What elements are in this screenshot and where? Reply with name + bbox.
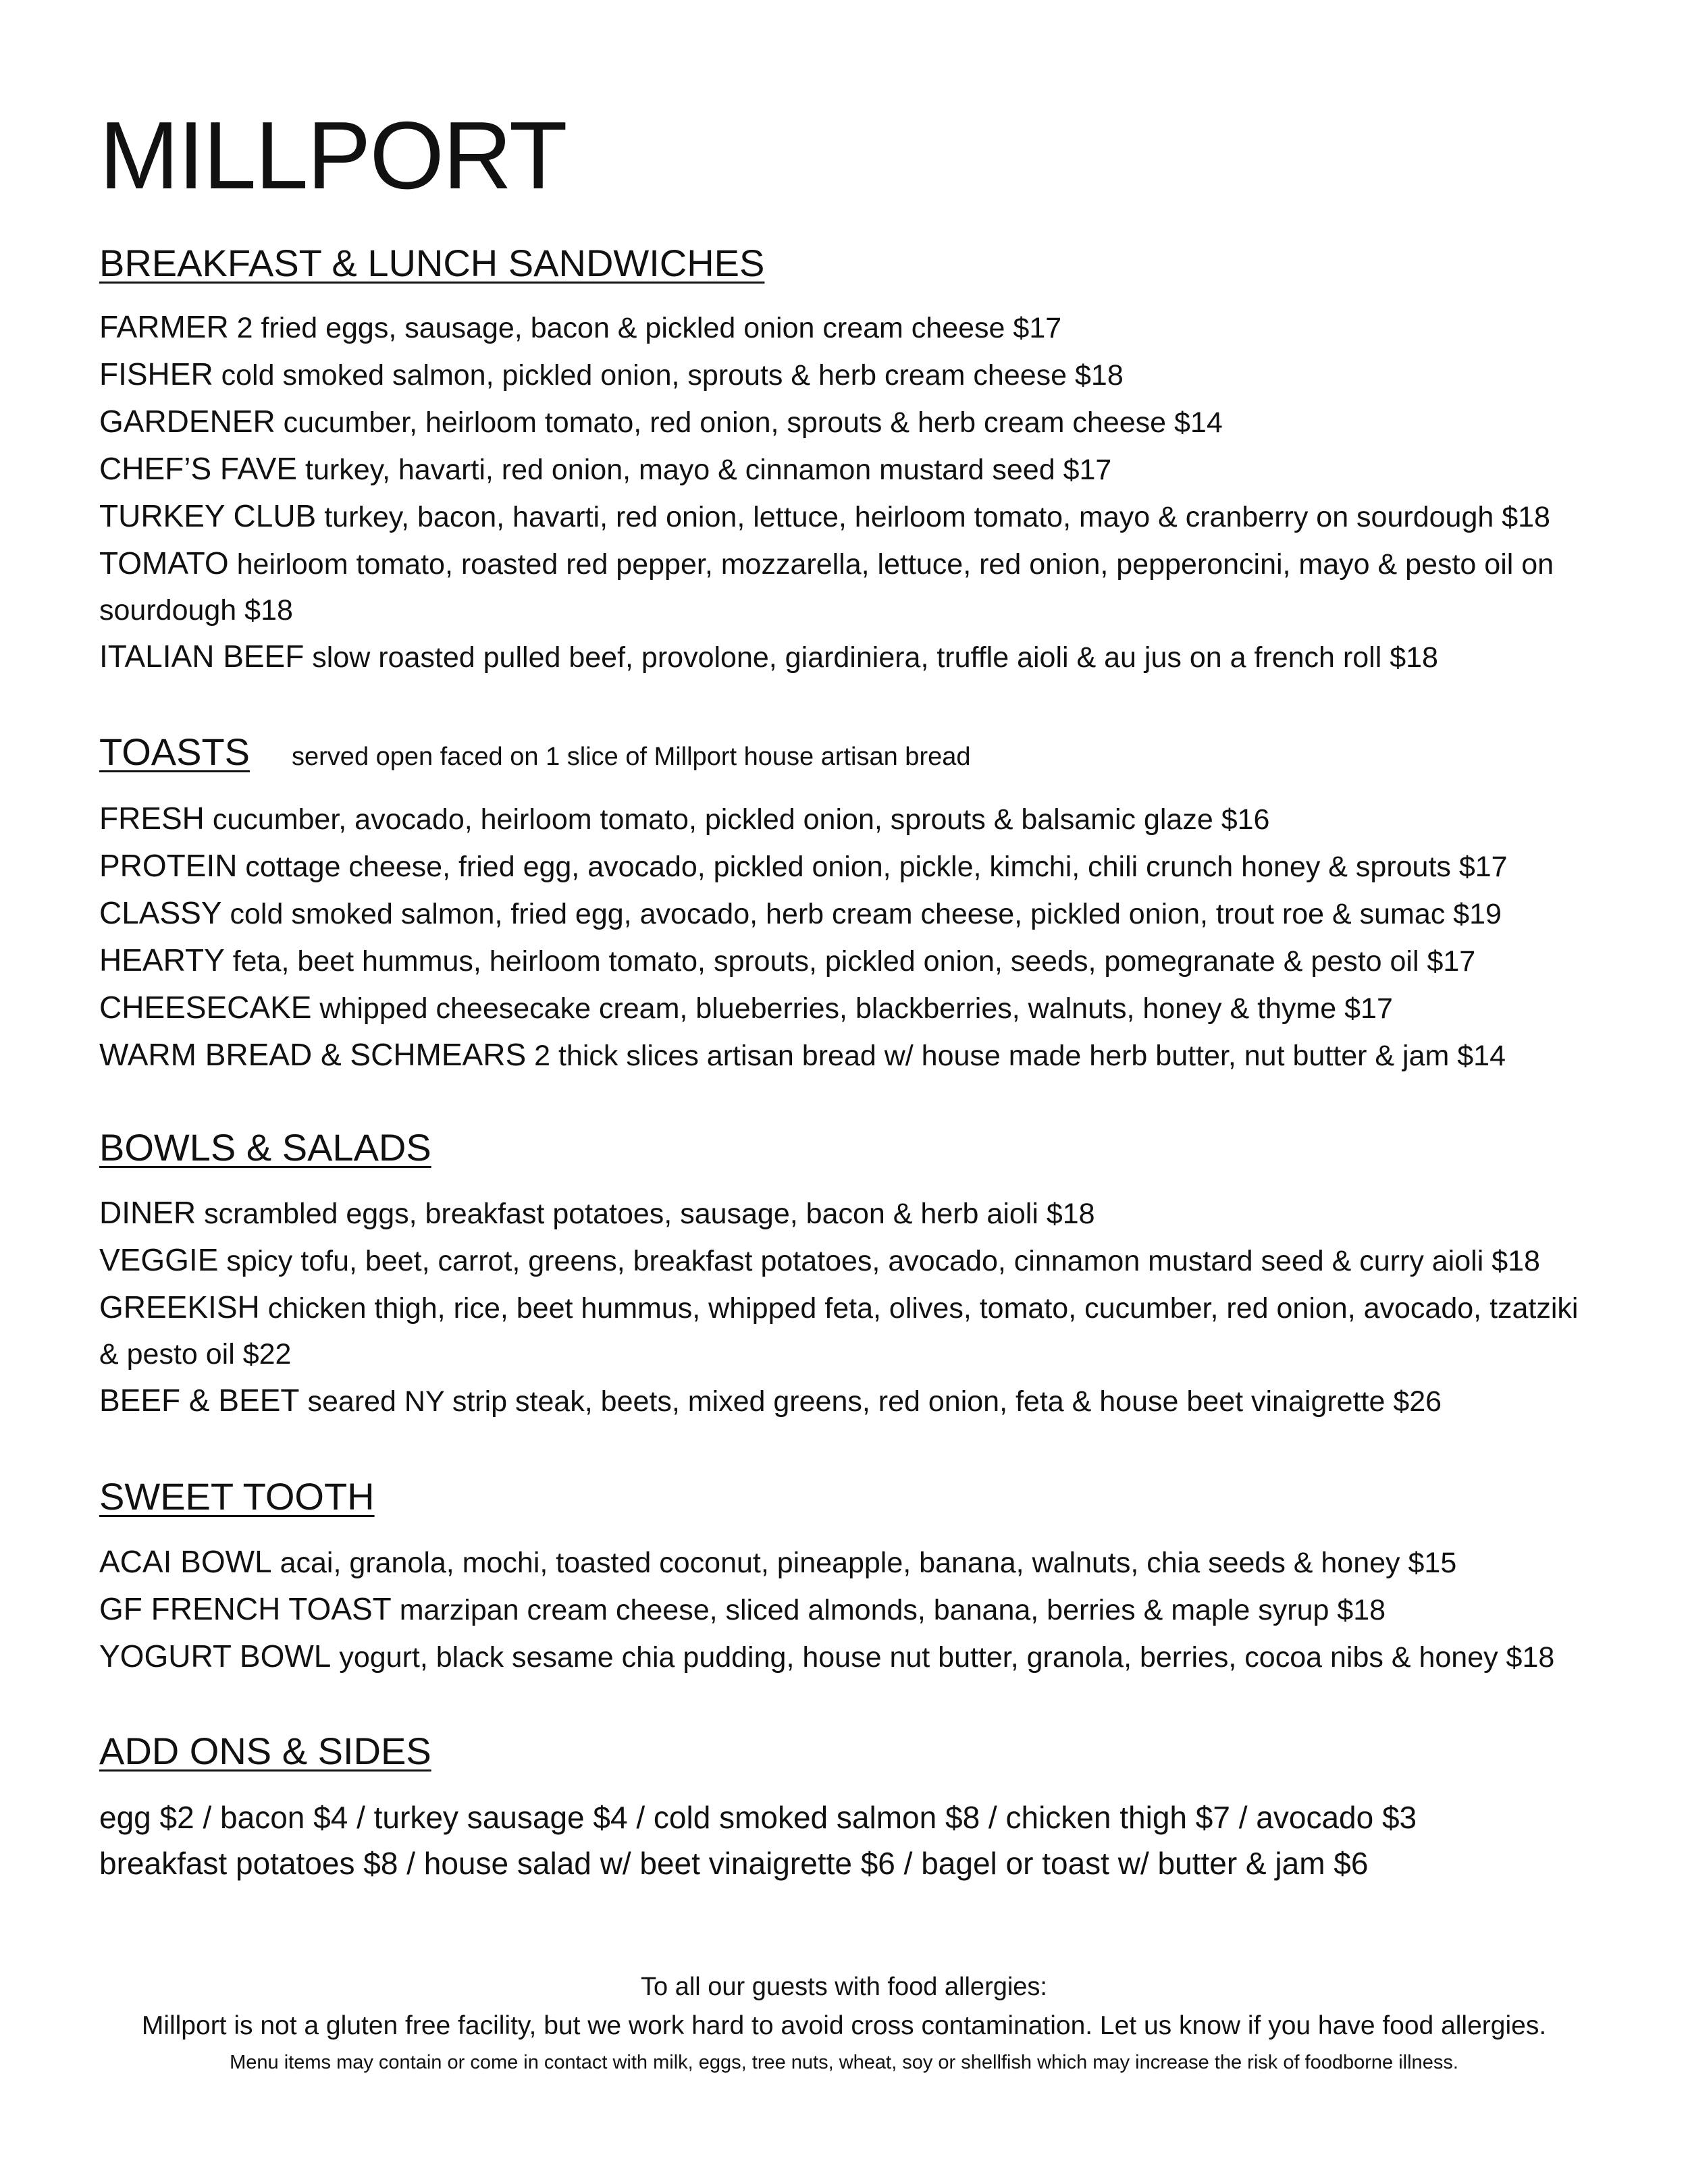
- item-name: GF FRENCH TOAST: [99, 1591, 392, 1627]
- section-header: [99, 1730, 1598, 1773]
- item-name: FRESH: [99, 801, 205, 836]
- allergy-notice: [0, 1968, 1688, 2079]
- section-title-add-ons: ADD ONS & SIDES: [99, 1730, 431, 1772]
- sandwich-list: [99, 304, 1598, 681]
- menu-item: [99, 633, 1598, 681]
- item-description: slow roasted pulled beef, provolone, giardiniera, truffle aioli & au jus on a french roll $18: [312, 641, 1438, 674]
- allergy-notice-heading: To all our guests with food allergies:: [641, 1973, 1047, 2001]
- section-note-toasts: served open faced on 1 slice of Millport house artisan bread: [292, 743, 971, 771]
- menu-item: [99, 937, 1598, 984]
- restaurant-title: MILLPORT: [99, 102, 566, 209]
- item-description: scrambled eggs, breakfast potatoes, sausage, bacon & herb aioli $18: [204, 1198, 1095, 1231]
- menu-item: [99, 1032, 1598, 1079]
- menu-item: [99, 1586, 1598, 1633]
- add-ons-list: [99, 1794, 1598, 1886]
- add-ons-line: egg $2 / bacon $4 / turkey sausage $4 / cold smoked salmon $8 / chicken thigh $7 / avocado $3: [99, 1800, 1417, 1836]
- item-description: yogurt, black sesame chia pudding, house nut butter, granola, berries, cocoa nibs & honey $18: [339, 1641, 1555, 1674]
- section-title-sandwiches: BREAKFAST & LUNCH SANDWICHES: [99, 242, 765, 284]
- item-description: cucumber, heirloom tomato, red onion, sprouts & herb cream cheese $14: [283, 406, 1223, 440]
- item-description: turkey, bacon, havarti, red onion, lettuce, heirloom tomato, mayo & cranberry on sourdough $18: [324, 501, 1550, 534]
- item-name: CHEESECAKE: [99, 990, 312, 1026]
- section-sweet-tooth: [99, 1475, 1598, 1680]
- section-add-ons: [99, 1730, 1598, 1886]
- item-name: FISHER: [99, 356, 213, 392]
- item-name: TOMATO: [99, 545, 229, 581]
- item-description: turkey, havarti, red onion, mayo & cinnamon mustard seed $17: [305, 454, 1112, 487]
- menu-item: [99, 493, 1598, 540]
- item-description: chicken thigh, rice, beet hummus, whipped feta, olives, tomato, cucumber, red onion, avocado, tzatziki & pesto oil $22: [99, 1292, 1579, 1371]
- section-title-toasts: TOASTS: [99, 730, 250, 773]
- item-description: 2 thick slices artisan bread w/ house made herb butter, nut butter & jam $14: [534, 1040, 1506, 1073]
- section-header: [99, 242, 1598, 285]
- menu-item: [99, 351, 1598, 398]
- item-description: whipped cheesecake cream, blueberries, blackberries, walnuts, honey & thyme $17: [319, 992, 1393, 1026]
- item-description: 2 fried eggs, sausage, bacon & pickled onion cream cheese $17: [236, 312, 1062, 345]
- section-title-sweet-tooth: SWEET TOOTH: [99, 1475, 375, 1518]
- menu-item: [99, 1237, 1598, 1284]
- item-name: ITALIAN BEEF: [99, 639, 305, 674]
- item-name: WARM BREAD & SCHMEARS: [99, 1037, 527, 1073]
- menu-item: [99, 1633, 1598, 1680]
- item-description: marzipan cream cheese, sliced almonds, banana, berries & maple syrup $18: [399, 1594, 1386, 1627]
- item-name: DINER: [99, 1195, 196, 1231]
- item-name: GREEKISH: [99, 1289, 260, 1325]
- allergy-notice-disclaimer: Menu items may contain or come in contact with milk, eggs, tree nuts, wheat, soy or shellfish which may increase the risk of foodborne illness.: [230, 2052, 1458, 2073]
- item-name: HEARTY: [99, 942, 225, 978]
- add-ons-line: breakfast potatoes $8 / house salad w/ beet vinaigrette $6 / bagel or toast w/ butter & jam $6: [99, 1846, 1369, 1882]
- menu-item: [99, 984, 1598, 1032]
- section-sandwiches: [99, 242, 1598, 681]
- section-title-bowls: BOWLS & SALADS: [99, 1126, 431, 1169]
- toast-list: [99, 795, 1598, 1079]
- item-description: cottage cheese, fried egg, avocado, pickled onion, pickle, kimchi, chili crunch honey & sprouts $17: [245, 851, 1508, 884]
- menu-item: [99, 446, 1598, 493]
- menu-item: [99, 1284, 1598, 1377]
- item-description: cold smoked salmon, pickled onion, sprouts & herb cream cheese $18: [221, 359, 1124, 392]
- item-name: FARMER: [99, 309, 229, 345]
- menu-item: [99, 843, 1598, 890]
- menu-item: [99, 1377, 1598, 1424]
- section-header: [99, 730, 1598, 774]
- item-description: cucumber, avocado, heirloom tomato, pickled onion, sprouts & balsamic glaze $16: [212, 803, 1270, 836]
- item-name: CHEF’S FAVE: [99, 451, 298, 487]
- item-description: spicy tofu, beet, carrot, greens, breakfast potatoes, avocado, cinnamon mustard seed & curry aioli $18: [226, 1245, 1540, 1278]
- item-name: BEEF & BEET: [99, 1383, 300, 1418]
- item-description: seared NY strip steak, beets, mixed greens, red onion, feta & house beet vinaigrette $26: [307, 1385, 1442, 1418]
- section-bowls: [99, 1126, 1598, 1424]
- item-name: CLASSY: [99, 895, 222, 931]
- menu-item: [99, 890, 1598, 937]
- section-header: [99, 1475, 1598, 1518]
- section-header: [99, 1126, 1598, 1169]
- menu-item: [99, 795, 1598, 843]
- bowl-list: [99, 1190, 1598, 1424]
- menu-item: [99, 398, 1598, 446]
- item-name: YOGURT BOWL: [99, 1639, 332, 1674]
- allergy-notice-body: Millport is not a gluten free facility, but we work hard to avoid cross contamination. Let us know if you have food allergies.: [141, 2011, 1547, 2040]
- menu-item: [99, 1190, 1598, 1237]
- item-name: TURKEY CLUB: [99, 498, 317, 534]
- sweet-list: [99, 1539, 1598, 1680]
- item-description: cold smoked salmon, fried egg, avocado, herb cream cheese, pickled onion, trout roe & sumac $19: [230, 898, 1502, 931]
- menu-item: [99, 1539, 1598, 1586]
- menu-item: [99, 304, 1598, 351]
- item-name: PROTEIN: [99, 848, 238, 884]
- item-description: acai, granola, mochi, toasted coconut, pineapple, banana, walnuts, chia seeds & honey $15: [280, 1547, 1457, 1580]
- menu-item: [99, 540, 1598, 633]
- item-description: heirloom tomato, roasted red pepper, mozzarella, lettuce, red onion, pepperoncini, mayo & pesto oil on sourdough $18: [99, 548, 1554, 627]
- item-name: VEGGIE: [99, 1242, 219, 1278]
- section-toasts: [99, 730, 1598, 1079]
- item-description: feta, beet hummus, heirloom tomato, sprouts, pickled onion, seeds, pomegranate & pesto oil $17: [232, 945, 1476, 978]
- item-name: ACAI BOWL: [99, 1544, 272, 1580]
- item-name: GARDENER: [99, 404, 275, 440]
